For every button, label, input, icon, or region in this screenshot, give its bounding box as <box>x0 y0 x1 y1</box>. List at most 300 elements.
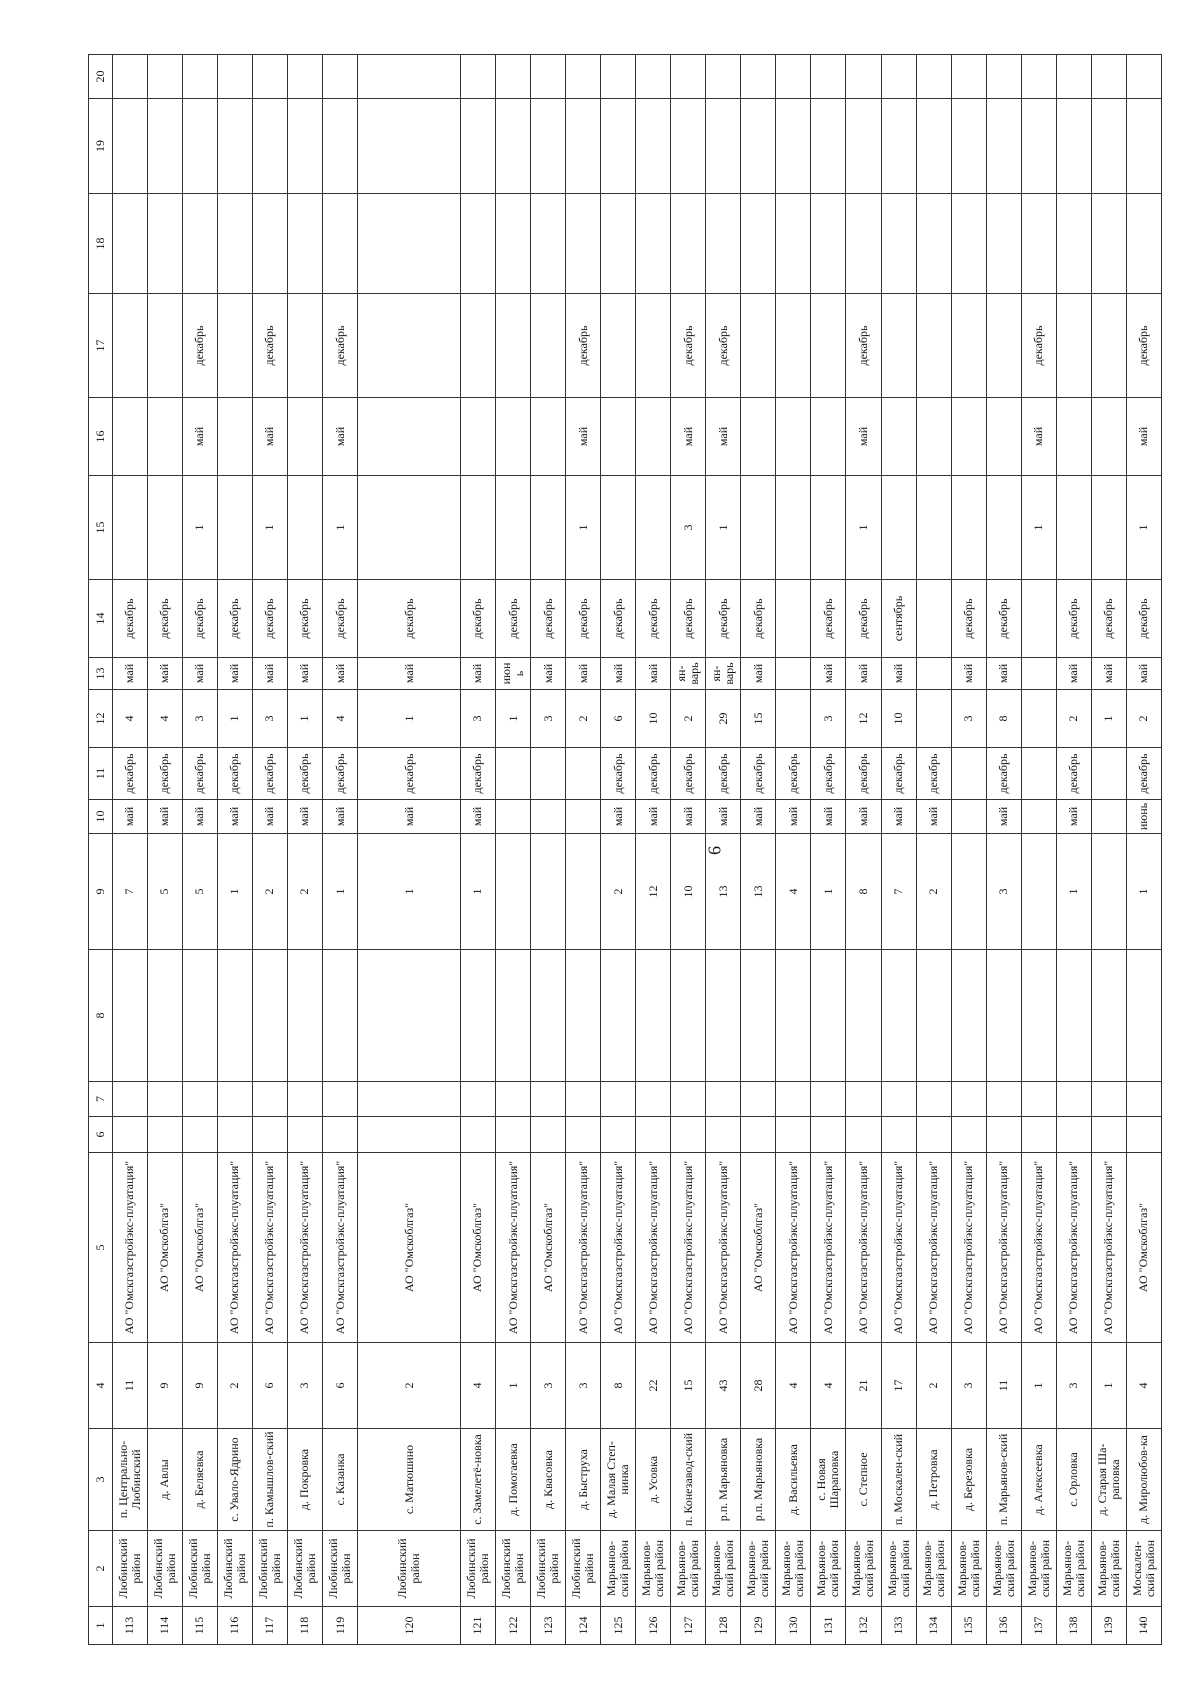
table-cell: 3 <box>951 1343 986 1429</box>
table-cell <box>495 194 530 294</box>
table-cell <box>182 194 217 294</box>
table-cell <box>287 1082 322 1117</box>
table-cell <box>531 950 566 1082</box>
table-cell: Марьянов-ский район <box>741 1531 776 1607</box>
table-row <box>112 55 147 1645</box>
table-cell: д. Помогаевка <box>495 1429 530 1531</box>
table-cell: Марьянов-ский район <box>636 1531 671 1607</box>
table-cell: 127 <box>671 1607 706 1645</box>
table-cell <box>881 398 916 476</box>
table-cell <box>1126 194 1161 294</box>
table-cell: 8 <box>986 690 1021 748</box>
table-cell: 10 <box>636 690 671 748</box>
table-cell <box>1056 99 1091 194</box>
table-cell <box>916 1117 951 1153</box>
table-cell <box>1056 294 1091 398</box>
table-cell: 2 <box>287 834 322 950</box>
table-cell: 126 <box>636 1607 671 1645</box>
header-cell: 12 <box>89 690 113 748</box>
table-cell: д. Березовка <box>951 1429 986 1531</box>
table-row <box>495 55 530 1645</box>
table-cell: 10 <box>881 690 916 748</box>
table-cell: 1 <box>252 476 287 580</box>
table-cell <box>1091 55 1126 99</box>
table-cell <box>217 55 252 99</box>
table-cell: май <box>460 658 495 690</box>
table-cell: 4 <box>460 1343 495 1429</box>
table-cell <box>531 834 566 950</box>
table-cell <box>182 1117 217 1153</box>
table-cell <box>495 834 530 950</box>
table-cell: п. Центрально-Любинский <box>112 1429 147 1531</box>
table-cell: 2 <box>916 1343 951 1429</box>
table-cell: декабрь <box>1126 294 1161 398</box>
table-cell <box>217 1082 252 1117</box>
table-cell <box>566 950 601 1082</box>
table-cell: 13 <box>706 834 741 950</box>
table-cell <box>287 950 322 1082</box>
table-cell <box>1021 748 1056 800</box>
table-cell <box>741 55 776 99</box>
table-cell: 114 <box>147 1607 182 1645</box>
table-cell <box>287 476 322 580</box>
table-cell <box>566 800 601 834</box>
table-cell: май <box>323 800 358 834</box>
table-cell: 1 <box>323 834 358 950</box>
table-cell <box>531 748 566 800</box>
table-cell: 1 <box>1126 476 1161 580</box>
table-cell: 1 <box>460 834 495 950</box>
table-cell <box>951 1117 986 1153</box>
table-cell: 116 <box>217 1607 252 1645</box>
table-cell <box>601 55 636 99</box>
header-cell: 16 <box>89 398 113 476</box>
table-cell: декабрь <box>846 294 881 398</box>
table-cell: д. Алексеевка <box>1021 1429 1056 1531</box>
table-row <box>741 55 776 1645</box>
table-cell <box>531 55 566 99</box>
table-cell <box>951 950 986 1082</box>
table-cell: АО "Омскгазстройэкс-плуатация" <box>287 1153 322 1343</box>
table-cell <box>881 194 916 294</box>
table-cell <box>706 55 741 99</box>
table-cell: АО "Омскгазстройэкс-плуатация" <box>217 1153 252 1343</box>
table-cell: д. Авлы <box>147 1429 182 1531</box>
header-cell: 20 <box>89 55 113 99</box>
table-cell <box>112 1082 147 1117</box>
table-cell <box>706 194 741 294</box>
table-cell: 1 <box>1021 1343 1056 1429</box>
table-cell <box>358 55 461 99</box>
table-cell: 28 <box>741 1343 776 1429</box>
table-cell: 117 <box>252 1607 287 1645</box>
table-cell <box>217 99 252 194</box>
table-cell: ян-варь <box>706 658 741 690</box>
table-cell <box>881 1082 916 1117</box>
table-cell: май <box>147 658 182 690</box>
table-cell <box>776 950 811 1082</box>
table-cell: декабрь <box>846 580 881 658</box>
table-cell <box>811 950 846 1082</box>
table-cell: 9 <box>147 1343 182 1429</box>
table-row <box>636 55 671 1645</box>
table-cell: с. Замелетё-новка <box>460 1429 495 1531</box>
table-cell: 3 <box>252 690 287 748</box>
table-cell <box>916 1082 951 1117</box>
table-cell: декабрь <box>636 580 671 658</box>
table-cell <box>671 194 706 294</box>
table-cell: 123 <box>531 1607 566 1645</box>
table-cell: Любинский район <box>531 1531 566 1607</box>
table-cell <box>1056 1117 1091 1153</box>
header-cell: 15 <box>89 476 113 580</box>
header-cell: 4 <box>89 1343 113 1429</box>
table-cell <box>147 294 182 398</box>
table-cell: 2 <box>1056 690 1091 748</box>
table-cell <box>460 1082 495 1117</box>
table-cell <box>531 476 566 580</box>
table-cell <box>671 950 706 1082</box>
table-cell <box>1021 55 1056 99</box>
table-cell <box>846 55 881 99</box>
table-cell <box>460 1117 495 1153</box>
table-cell: 1 <box>287 690 322 748</box>
table-cell <box>147 476 182 580</box>
table-cell <box>495 476 530 580</box>
table-cell: май <box>323 658 358 690</box>
table-cell <box>252 55 287 99</box>
table-cell: май <box>323 398 358 476</box>
table-cell: Любинский район <box>252 1531 287 1607</box>
table-cell <box>776 294 811 398</box>
table-cell: декабрь <box>252 580 287 658</box>
table-cell: АО "Омскгазстройэкс-плуатация" <box>846 1153 881 1343</box>
table-cell: май <box>846 398 881 476</box>
table-cell: 22 <box>636 1343 671 1429</box>
header-cell: 13 <box>89 658 113 690</box>
table-cell: декабрь <box>986 748 1021 800</box>
table-cell: май <box>671 800 706 834</box>
table-cell <box>741 294 776 398</box>
table-cell: декабрь <box>182 748 217 800</box>
table-cell <box>916 294 951 398</box>
table-cell <box>358 950 461 1082</box>
table-cell: 1 <box>1091 690 1126 748</box>
table-cell: 1 <box>1021 476 1056 580</box>
table-cell: май <box>252 658 287 690</box>
table-cell: 43 <box>706 1343 741 1429</box>
table-cell: 2 <box>916 834 951 950</box>
table-cell <box>147 55 182 99</box>
header-row <box>89 55 113 1645</box>
table-cell <box>147 194 182 294</box>
table-cell: Марьянов-ский район <box>986 1531 1021 1607</box>
table-cell <box>671 55 706 99</box>
table-cell <box>741 194 776 294</box>
table-cell <box>1021 1082 1056 1117</box>
table-cell: май <box>986 658 1021 690</box>
table-cell: май <box>358 800 461 834</box>
table-cell: декабрь <box>1126 748 1161 800</box>
table-cell: АО "Омскгазстройэкс-плуатация" <box>601 1153 636 1343</box>
table-cell: 3 <box>951 690 986 748</box>
table-cell <box>112 55 147 99</box>
table-cell: 133 <box>881 1607 916 1645</box>
table-cell: 3 <box>811 690 846 748</box>
table-cell <box>1091 1082 1126 1117</box>
table-cell <box>986 398 1021 476</box>
table-cell: май <box>636 800 671 834</box>
table-cell: Марьянов-ский район <box>776 1531 811 1607</box>
table-cell <box>566 1082 601 1117</box>
table-cell: декабрь <box>182 580 217 658</box>
table-cell <box>217 194 252 294</box>
table-cell: май <box>846 658 881 690</box>
table-cell <box>916 690 951 748</box>
table-cell: декабрь <box>287 580 322 658</box>
table-cell: декабрь <box>460 580 495 658</box>
table-cell <box>252 194 287 294</box>
table-cell <box>358 476 461 580</box>
table-cell <box>671 1117 706 1153</box>
table-cell <box>460 55 495 99</box>
table-cell <box>1021 194 1056 294</box>
header-cell: 3 <box>89 1429 113 1531</box>
table-cell: декабрь <box>986 580 1021 658</box>
table-cell <box>495 748 530 800</box>
table-cell <box>1091 99 1126 194</box>
table-cell <box>1021 690 1056 748</box>
table-cell <box>741 1117 776 1153</box>
table-cell: 140 <box>1126 1607 1161 1645</box>
table-cell: Марьянов-ский район <box>811 1531 846 1607</box>
table-cell <box>986 99 1021 194</box>
table-cell <box>846 1082 881 1117</box>
table-cell: май <box>1056 800 1091 834</box>
table-cell: 3 <box>671 476 706 580</box>
table-cell: Марьянов-ский район <box>1091 1531 1126 1607</box>
table-cell: май <box>881 800 916 834</box>
table-cell <box>881 99 916 194</box>
table-cell: АО "Омскгазстройэкс-плуатация" <box>881 1153 916 1343</box>
table-cell <box>1091 194 1126 294</box>
table-cell: АО "Омскгазстройэкс-плуатация" <box>951 1153 986 1343</box>
header-cell: 6 <box>89 1117 113 1153</box>
table-cell: АО "Омскоблгаз" <box>531 1153 566 1343</box>
table-cell: 6 <box>252 1343 287 1429</box>
header-cell: 18 <box>89 194 113 294</box>
table-cell: 1 <box>1056 834 1091 950</box>
table-cell: 1 <box>495 1343 530 1429</box>
table-cell <box>601 476 636 580</box>
table-cell: декабрь <box>1021 294 1056 398</box>
table-cell: 3 <box>986 834 1021 950</box>
table-cell: АО "Омскоблгаз" <box>741 1153 776 1343</box>
table-cell: 113 <box>112 1607 147 1645</box>
table-cell <box>252 1082 287 1117</box>
table-cell <box>776 658 811 690</box>
table-cell <box>741 99 776 194</box>
table-cell: д. Быструха <box>566 1429 601 1531</box>
table-cell: АО "Омскгазстройэкс-плуатация" <box>671 1153 706 1343</box>
table-cell <box>287 398 322 476</box>
table-cell <box>252 99 287 194</box>
table-cell: Любинский район <box>323 1531 358 1607</box>
table-cell <box>358 398 461 476</box>
table-cell: 9 <box>182 1343 217 1429</box>
table-cell <box>601 1082 636 1117</box>
table-cell <box>636 1117 671 1153</box>
table-cell: май <box>217 800 252 834</box>
table-cell <box>881 1117 916 1153</box>
table-cell: 2 <box>358 1343 461 1429</box>
table-cell: 1 <box>217 690 252 748</box>
table-cell <box>323 1082 358 1117</box>
table-cell <box>1126 950 1161 1082</box>
table-cell <box>566 55 601 99</box>
table-cell: Любинский район <box>460 1531 495 1607</box>
table-cell <box>811 55 846 99</box>
rotated-table-container <box>88 55 1162 1645</box>
table-cell <box>741 950 776 1082</box>
table-cell <box>1021 658 1056 690</box>
table-cell <box>776 1117 811 1153</box>
table-row <box>846 55 881 1645</box>
table-cell: декабрь <box>323 294 358 398</box>
table-cell: АО "Омскгазстройэкс-плуатация" <box>252 1153 287 1343</box>
table-cell: Москален-ский район <box>1126 1531 1161 1607</box>
table-cell <box>881 294 916 398</box>
header-cell: 19 <box>89 99 113 194</box>
table-cell <box>671 99 706 194</box>
table-cell <box>323 99 358 194</box>
table-cell <box>1021 580 1056 658</box>
table-cell: Любинский район <box>217 1531 252 1607</box>
table-cell <box>636 950 671 1082</box>
table-cell <box>112 476 147 580</box>
table-cell <box>776 1082 811 1117</box>
table-cell <box>916 398 951 476</box>
table-cell: 122 <box>495 1607 530 1645</box>
table-cell: Любинский район <box>147 1531 182 1607</box>
table-row <box>601 55 636 1645</box>
table-cell <box>601 950 636 1082</box>
table-cell: АО "Омскгазстройэкс-плуатация" <box>566 1153 601 1343</box>
table-cell: 1 <box>323 476 358 580</box>
table-cell <box>636 398 671 476</box>
table-cell <box>811 294 846 398</box>
table-cell: декабрь <box>1091 580 1126 658</box>
table-row <box>916 55 951 1645</box>
table-cell: 6 <box>323 1343 358 1429</box>
table-cell <box>776 194 811 294</box>
table-cell: декабрь <box>217 580 252 658</box>
table-cell: 21 <box>846 1343 881 1429</box>
table-cell: 1 <box>846 476 881 580</box>
table-cell <box>323 1117 358 1153</box>
table-row <box>951 55 986 1645</box>
table-cell: декабрь <box>706 748 741 800</box>
table-cell: 4 <box>147 690 182 748</box>
table-cell <box>601 294 636 398</box>
table-cell <box>951 748 986 800</box>
table-cell: май <box>1091 658 1126 690</box>
table-cell <box>460 476 495 580</box>
table-cell <box>252 1117 287 1153</box>
table-cell <box>741 476 776 580</box>
table-cell: май <box>671 398 706 476</box>
table-cell: д. Малая Степ-нинка <box>601 1429 636 1531</box>
table-cell: май <box>252 398 287 476</box>
table-cell: май <box>217 658 252 690</box>
table-cell: декабрь <box>358 748 461 800</box>
table-cell: 4 <box>776 1343 811 1429</box>
table-cell <box>1021 800 1056 834</box>
table-cell: АО "Омскоблгаз" <box>147 1153 182 1343</box>
table-cell: май <box>601 800 636 834</box>
table-cell: май <box>1126 398 1161 476</box>
table-cell <box>1056 476 1091 580</box>
header-cell: 9 <box>89 834 113 950</box>
table-cell <box>1056 194 1091 294</box>
table-cell <box>951 1082 986 1117</box>
table-row <box>1021 55 1056 1645</box>
table-cell: 1 <box>566 476 601 580</box>
table-cell <box>566 194 601 294</box>
table-cell <box>112 1117 147 1153</box>
table-cell: Любинский район <box>112 1531 147 1607</box>
table-cell: декабрь <box>1056 580 1091 658</box>
table-cell: декабрь <box>881 748 916 800</box>
table-cell <box>460 294 495 398</box>
table-cell: декабрь <box>706 580 741 658</box>
table-cell <box>916 950 951 1082</box>
table-row <box>358 55 461 1645</box>
table-cell: май <box>252 800 287 834</box>
table-cell <box>986 294 1021 398</box>
table-cell: май <box>566 658 601 690</box>
table-cell <box>636 476 671 580</box>
table-row <box>287 55 322 1645</box>
table-cell <box>776 580 811 658</box>
table-cell: июнь <box>1126 800 1161 834</box>
table-cell: 3 <box>460 690 495 748</box>
table-cell: май <box>916 800 951 834</box>
table-cell <box>846 99 881 194</box>
table-cell <box>811 1082 846 1117</box>
table-cell <box>460 950 495 1082</box>
table-cell <box>706 1082 741 1117</box>
table-cell <box>776 99 811 194</box>
table-cell: декабрь <box>811 748 846 800</box>
header-cell: 10 <box>89 800 113 834</box>
table-cell <box>495 99 530 194</box>
table-cell <box>1021 1117 1056 1153</box>
table-cell <box>112 294 147 398</box>
table-cell: 131 <box>811 1607 846 1645</box>
table-cell <box>323 55 358 99</box>
table-cell <box>986 55 1021 99</box>
table-cell: 1 <box>1091 1343 1126 1429</box>
table-cell <box>601 99 636 194</box>
table-cell <box>460 398 495 476</box>
table-cell: 129 <box>741 1607 776 1645</box>
table-cell: АО "Омскгазстройэкс-плуатация" <box>776 1153 811 1343</box>
table-cell <box>986 1117 1021 1153</box>
table-cell: декабрь <box>636 748 671 800</box>
table-cell <box>217 398 252 476</box>
table-cell: 1 <box>811 834 846 950</box>
